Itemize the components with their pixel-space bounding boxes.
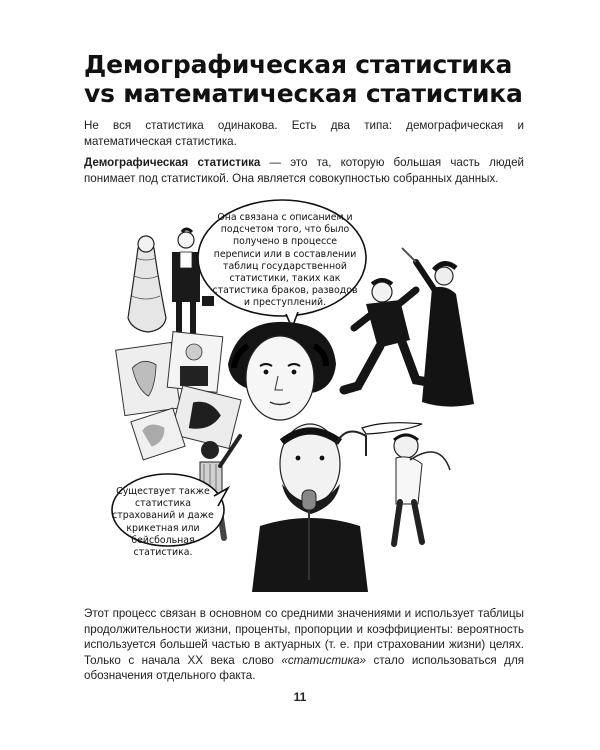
woman-portrait	[228, 322, 336, 420]
speech-bubble-top-text: Она связана с описанием и подсчетом того, что было получено в процессе переписи или в составлении таблиц государственной статистики, таких как статистика браков, разводов и преступлений.	[212, 212, 358, 309]
definition-term: Демографическая статистика	[84, 156, 261, 169]
closing-text-2: стало использоваться для обозначения отдельного факта.	[84, 653, 524, 682]
cricket-player	[362, 423, 450, 544]
page-number: 11	[293, 690, 307, 704]
intro-paragraph: Не вся статистика одинакова. Есть два типа: демографическая и математическая статистика.	[84, 119, 524, 148]
speech-bubble-left-text: Существует также статистика страхований и даже крикетная или бейсбольная статистика.	[112, 486, 214, 559]
closing-text-1: Этот процесс связан в основном со средними значениями и использует таблицы продолжительности жизни, проценты, пропорции и коэффициенты: вероятность используется большей частью в актуарных (т. е. при страховании жизни) целях. Только с начала XX века слово	[84, 607, 524, 667]
definition-text: — это та, которую большая часть людей понимает под статистикой. Она является совокупностью собранных данных.	[84, 156, 524, 185]
photo-cards	[116, 332, 241, 460]
title-line-2: vs математическая статистика	[84, 79, 523, 108]
definition-paragraph	[84, 155, 524, 186]
closing-emphasis: «статистика»	[281, 653, 367, 667]
bearded-man-portrait	[252, 424, 368, 592]
page-title	[84, 50, 524, 108]
title-line-1: Демографическая статистика	[84, 50, 513, 79]
closing-paragraph	[84, 606, 524, 684]
bride-figure	[128, 236, 166, 332]
